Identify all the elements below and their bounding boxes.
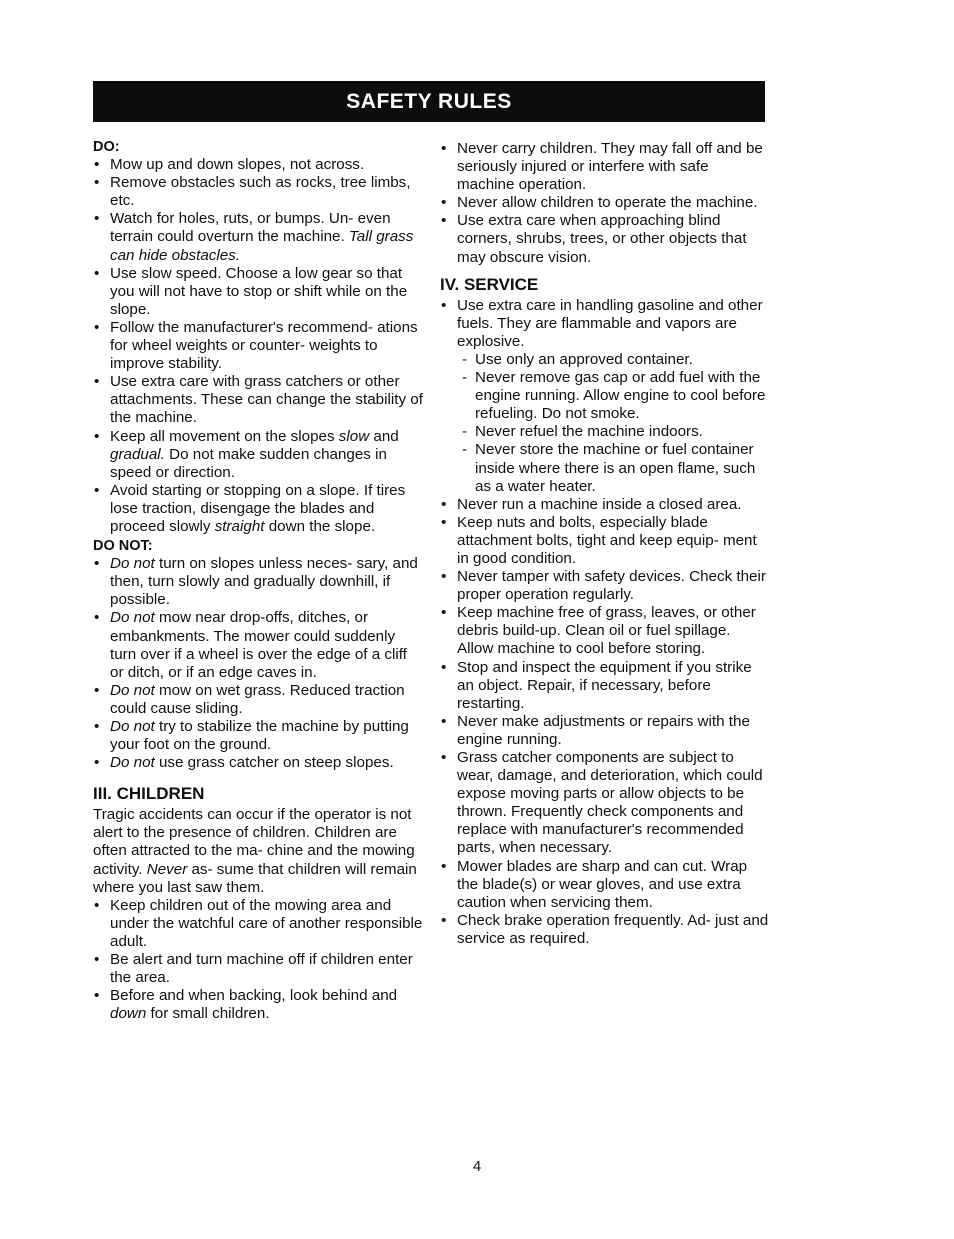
- sub-item: - Use only an approved container.: [462, 351, 770, 369]
- text-run: Do not make sudden changes in speed or direction.: [110, 445, 387, 481]
- emphasis-text: Do not: [110, 555, 155, 573]
- text-run: use grass catcher on steep slopes.: [154, 754, 394, 772]
- list-item: [93, 174, 423, 210]
- emphasis-text: Do not: [110, 754, 155, 772]
- emphasis-text: gradual.: [110, 445, 165, 463]
- list-item: [440, 749, 770, 858]
- list-item: [93, 373, 423, 427]
- emphasis-text: Tall grass can hide obstacles.: [110, 228, 414, 264]
- text-run: mow on wet grass. Reduced traction could cause sliding.: [110, 681, 405, 717]
- text-run: Watch for holes, ruts, or bumps. Un- even terrain could overturn the machine.: [110, 210, 391, 246]
- text-run: Remove obstacles such as rocks, tree limbs, etc.: [110, 174, 411, 210]
- list-item: [440, 858, 770, 912]
- sub-item: - Never store the machine or fuel container inside where there is an open flame, such as a water heater.: [462, 441, 770, 495]
- emphasis-text: down: [110, 1005, 147, 1023]
- children-list: [93, 897, 423, 1024]
- left-column: [93, 138, 423, 1023]
- sub-item: - Never refuel the machine indoors.: [462, 423, 770, 441]
- text-run: Keep nuts and bolts, especially blade attachment bolts, tight and keep equip- ment in good condition.: [457, 513, 757, 567]
- list-item: [93, 718, 423, 754]
- text-run: Never carry children. They may fall off and be seriously injured or interfere with safe machine operation.: [457, 140, 763, 194]
- emphasis-text: Never: [146, 860, 188, 878]
- banner-title: SAFETY RULES: [93, 81, 765, 122]
- list-item: [93, 682, 423, 718]
- list-item: [440, 297, 770, 496]
- list-item: [93, 428, 423, 482]
- text-run: for small children.: [146, 1005, 270, 1023]
- text-run: Use extra care when approaching blind corners, shrubs, trees, or other objects that may obscure vision.: [457, 212, 747, 266]
- list-item: [440, 713, 770, 749]
- service-heading: IV. SERVICE: [440, 274, 539, 294]
- list-item: [93, 555, 423, 609]
- page-number: 4: [472, 1158, 482, 1175]
- list-item: [440, 496, 770, 514]
- emphasis-text: Do not: [110, 681, 155, 699]
- text-run: Avoid starting or stopping on a slope. If tires lose traction, disengage the blades and proceed slowly: [110, 481, 406, 535]
- list-item: [93, 482, 423, 536]
- text-run: Be alert and turn machine off if children enter the area.: [110, 951, 413, 987]
- list-item: [93, 951, 423, 987]
- do-label: DO:: [93, 139, 120, 155]
- text-run: Keep children out of the mowing area and under the watchful care of another responsible adult.: [110, 896, 423, 950]
- text-run: Tragic accidents can occur if the operator is not alert to the presence of children. Children are often attracted to the ma- chine and the mowing activity.: [93, 806, 415, 878]
- text-run: and: [369, 427, 399, 445]
- list-item: [93, 609, 423, 681]
- list-item: [440, 194, 770, 212]
- gas-item-text: Use extra care in handling gasoline and other fuels. They are flammable and vapors are explosive.: [457, 296, 763, 350]
- list-item: [440, 514, 770, 568]
- children-heading: III. CHILDREN: [93, 784, 205, 804]
- list-item: [93, 754, 423, 772]
- service-gas-list: [440, 297, 770, 496]
- do-list: [93, 156, 423, 536]
- text-run: Mow up and down slopes, not across.: [110, 156, 365, 174]
- sub-item: - Never remove gas cap or add fuel with the engine running. Allow engine to cool before refueling. Do not smoke.: [462, 369, 770, 423]
- text-run: mow near drop-offs, ditches, or embankments. The mower could suddenly turn over if a wheel is over the edge of a cliff or ditch, or if an edge caves in.: [110, 609, 407, 681]
- emphasis-text: straight: [214, 517, 265, 535]
- text-run: down the slope.: [264, 517, 376, 535]
- text-run: Mower blades are sharp and can cut. Wrap the blade(s) or wear gloves, and use extra caution when servicing them.: [457, 857, 748, 911]
- list-item: [440, 568, 770, 604]
- text-run: turn on slopes unless neces- sary, and then, turn slowly and gradually downhill, if possible.: [110, 555, 418, 609]
- children-intro: [93, 806, 423, 896]
- emphasis-text: Do not: [110, 718, 155, 735]
- text-run: try to stabilize the machine by putting your foot on the ground.: [110, 718, 409, 754]
- list-item: [93, 156, 423, 174]
- text-run: as- sume that children will remain where you last saw them.: [93, 860, 417, 896]
- text-run: Never allow children to operate the machine.: [457, 194, 758, 212]
- list-item: [440, 659, 770, 713]
- text-run: Stop and inspect the equipment if you strike an object. Repair, if necessary, before restarting.: [457, 658, 752, 712]
- text-run: Keep machine free of grass, leaves, or other debris build-up. Clean oil or fuel spillage. Allow machine to cool before storing.: [457, 604, 756, 658]
- text-run: Keep all movement on the slopes: [110, 427, 339, 445]
- list-item: [440, 604, 770, 658]
- children-continued-list: [440, 140, 770, 267]
- text-run: Follow the manufacturer's recommend- ations for wheel weights or counter- weights to improve stability.: [110, 318, 418, 373]
- text-run: Never make adjustments or repairs with the engine running.: [457, 712, 750, 748]
- list-item: [440, 212, 770, 266]
- text-run: Grass catcher components are subject to wear, damage, and deterioration, which could expose moving parts or allow objects to be thrown. Frequently check components and replace with manufacturer's recommended parts, when necessary.: [457, 749, 763, 857]
- text-run: Never run a machine inside a closed area.: [457, 495, 742, 513]
- text-run: Before and when backing, look behind and: [110, 987, 398, 1005]
- service-list: [440, 496, 770, 948]
- right-column: [440, 140, 770, 948]
- text-run: Never tamper with safety devices. Check their proper operation regularly.: [457, 568, 766, 604]
- do-not-label: DO NOT:: [93, 538, 153, 555]
- list-item: [93, 897, 423, 951]
- list-item: [440, 912, 770, 948]
- list-item: [440, 140, 770, 194]
- text-run: Check brake operation frequently. Ad- just and service as required.: [457, 911, 769, 947]
- list-item: [93, 265, 423, 319]
- text-run: Use slow speed. Choose a low gear so that you will not have to stop or shift while on the slope.: [110, 264, 408, 318]
- list-item: [93, 319, 423, 373]
- do-not-list: [93, 555, 423, 772]
- emphasis-text: slow: [338, 427, 370, 445]
- gas-sublist: [457, 351, 770, 496]
- text-run: Use extra care with grass catchers or other attachments. These can change the stability of the machine.: [110, 373, 423, 427]
- list-item: [93, 210, 423, 264]
- list-item: [93, 987, 423, 1023]
- emphasis-text: Do not: [110, 609, 155, 627]
